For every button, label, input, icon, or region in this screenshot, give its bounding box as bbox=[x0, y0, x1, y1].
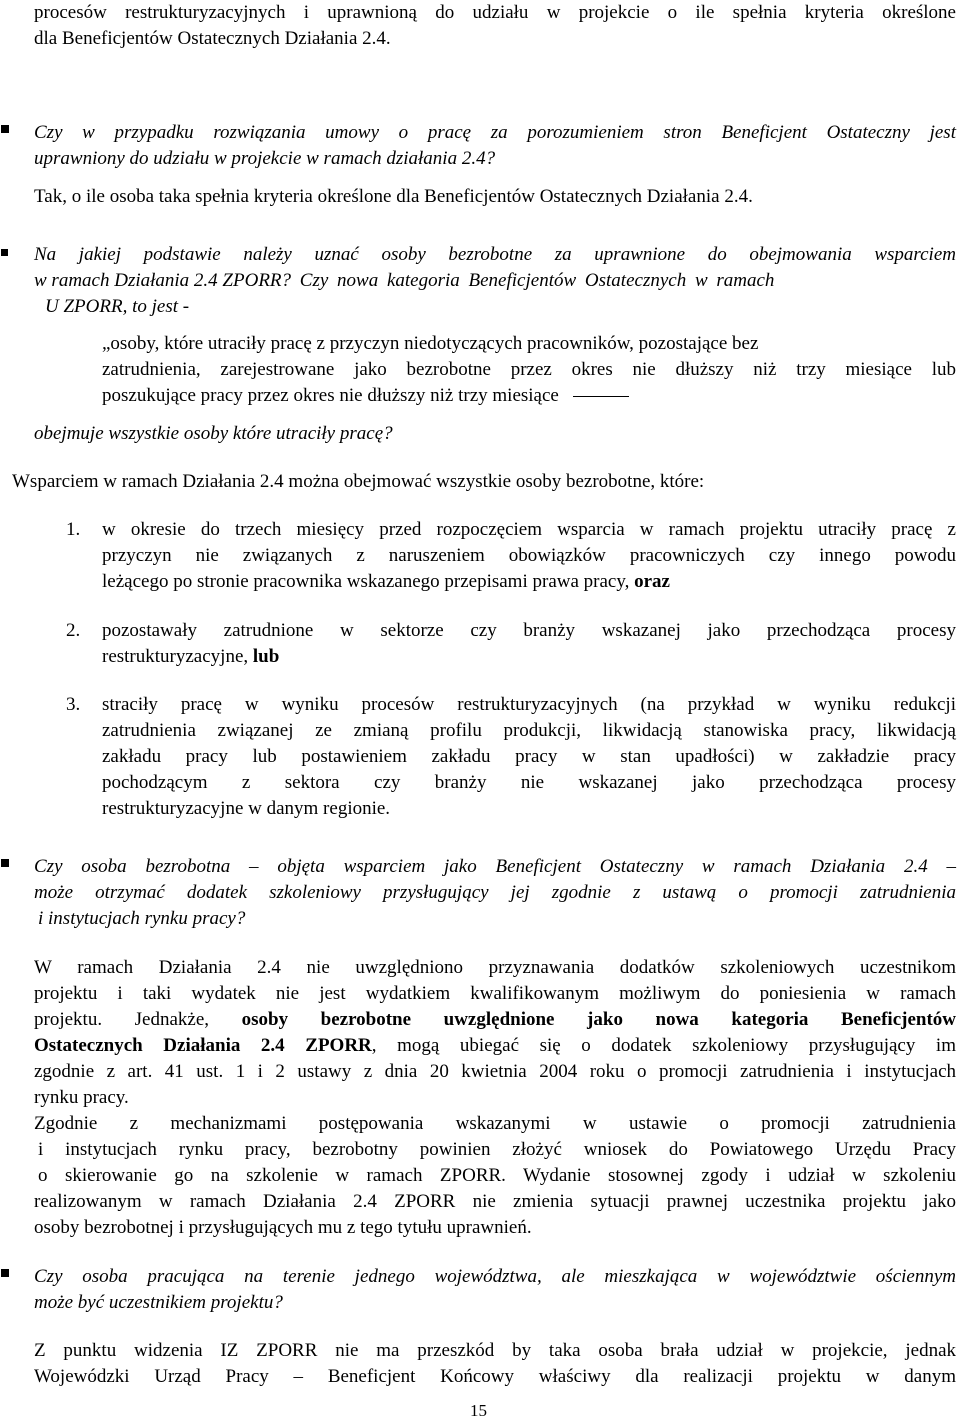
quote-text: „osoby, które utraciły pracę z przyczyn niedotyczących pracowników, pozostające bez bbox=[102, 333, 759, 354]
answer-text: W ramach Działania 2.4 nie uwzględniono przyznawania dodatków szkoleniowych uczestnikom bbox=[34, 957, 956, 978]
quote-text: poszukujące pracy przez okres nie dłuższy niż trzy miesiące bbox=[102, 383, 629, 409]
bullet-icon bbox=[1, 125, 9, 133]
dash bbox=[573, 396, 629, 398]
answer-text: Wojewódzki Urząd Pracy – Beneficjent Końcowy właściwy dla realizacji projektu w danym bbox=[34, 1366, 956, 1387]
answer-text: Tak, o ile osoba taka spełnia kryteria określone dla Beneficjentów Ostatecznych Działania 2.4. bbox=[34, 186, 753, 207]
page-number: 15 bbox=[470, 1401, 487, 1420]
question-text: Czy osoba bezrobotna – objęta wsparciem jako Beneficjent Ostateczny w ramach Działania 2.4 – bbox=[34, 856, 956, 877]
list-item: zakładu pracy lub postawieniem zakładu pracy w stan upadłości) w zakładzie pracy bbox=[102, 746, 956, 767]
question-text: w ramach Działania 2.4 ZPORR? Czy nowa kategoria Beneficjentów Ostatecznych w ramach bbox=[34, 270, 775, 291]
answer-text: o skierowanie go na szkolenie w ramach ZPORR. Wydanie stosownej zgody i udział w szkoleniu bbox=[38, 1165, 956, 1186]
text-line: procesów restrukturyzacyjnych i uprawnioną do udziału w projekcie o ile spełnia kryteria określone bbox=[34, 2, 956, 23]
text-line: dla Beneficjentów Ostatecznych Działania 2.4. bbox=[34, 28, 391, 49]
bullet-icon bbox=[1, 1269, 9, 1277]
list-number: 2. bbox=[66, 620, 81, 641]
list-item: w okresie do trzech miesięcy przed rozpoczęciem wsparcia w ramach projektu utraciły pracę z bbox=[102, 519, 956, 540]
list-item: pozostawały zatrudnione w sektorze czy branży wskazanej jako przechodząca procesy bbox=[102, 620, 956, 641]
question-text: obejmuje wszystkie osoby które utraciły pracę? bbox=[34, 423, 393, 444]
question-text: i instytucjach rynku pracy? bbox=[38, 908, 246, 929]
list-item: leżącego po stronie pracownika wskazanego przepisami prawa pracy, oraz bbox=[102, 571, 670, 592]
question-text: Czy w przypadku rozwiązania umowy o pracę za porozumieniem stron Beneficjent Ostateczny jest bbox=[34, 122, 956, 143]
bullet-icon bbox=[1, 249, 8, 256]
list-item: pochodzącym z sektora czy branży nie wskazanej jako przechodząca procesy bbox=[102, 772, 956, 793]
question-text: może być uczestnikiem projektu? bbox=[34, 1292, 283, 1313]
quote-text: zatrudnienia, zarejestrowane jako bezrobotne przez okres nie dłuższy niż trzy miesiące lub bbox=[102, 359, 956, 380]
answer-intro: Wsparciem w ramach Działania 2.4 można obejmować wszystkie osoby bezrobotne, które: bbox=[12, 471, 705, 492]
list-number: 3. bbox=[66, 694, 81, 715]
answer-text: Ostatecznych Działania 2.4 ZPORR, mogą ubiegać się o dodatek szkoleniowy przysługujący im bbox=[34, 1035, 956, 1056]
list-item: restrukturyzacyjne, lub bbox=[102, 646, 280, 667]
question-text: Na jakiej podstawie należy uznać osoby bezrobotne za uprawnione do obejmowania wsparciem bbox=[34, 244, 956, 265]
question-text: uprawniony do udziału w projekcie w ramach działania 2.4? bbox=[34, 148, 496, 169]
list-item: zatrudnienia związanej ze zmianą profilu produkcji, likwidacją stanowiska pracy, likwidacją bbox=[102, 720, 956, 741]
answer-text: rynku pracy. bbox=[34, 1087, 129, 1108]
answer-text: i instytucjach rynku pracy, bezrobotny powinien złożyć wniosek do Powiatowego Urzędu Pracy bbox=[38, 1139, 956, 1160]
question-text: może otrzymać dodatek szkoleniowy przysługujący jej zgodnie z ustawą o promocji zatrudnienia bbox=[34, 882, 956, 903]
bullet-icon bbox=[1, 859, 9, 867]
answer-text: projektu. Jednakże, osoby bezrobotne uwzględnione jako nowa kategoria Beneficjentów bbox=[34, 1009, 957, 1030]
list-item: przyczyn nie związanych z naruszeniem obowiązków pracowniczych czy innego powodu bbox=[102, 545, 956, 566]
answer-text: zgodnie z art. 41 ust. 1 i 2 ustawy z dnia 20 kwietnia 2004 roku o promocji zatrudnienia i instytucjach bbox=[34, 1061, 956, 1082]
answer-text: realizowanym w ramach Działania 2.4 ZPORR nie zmienia sytuacji prawnej uczestnika projektu jako bbox=[34, 1191, 956, 1212]
answer-text: projektu i taki wydatek nie jest wydatkiem kwalifikowanym możliwym do poniesienia w ramach bbox=[34, 983, 956, 1004]
list-item: restrukturyzacyjne w danym regionie. bbox=[102, 798, 391, 819]
answer-text: Zgodnie z mechanizmami postępowania wskazanymi w ustawie o promocji zatrudnienia bbox=[34, 1113, 956, 1134]
question-text: U ZPORR, to jest - bbox=[45, 296, 190, 317]
answer-text: osoby bezrobotnej i przysługujących mu z tego tytułu uprawnień. bbox=[34, 1217, 532, 1238]
question-text: Czy osoba pracująca na terenie jednego województwa, ale mieszkająca w województwie ościennym bbox=[34, 1266, 956, 1287]
list-item: straciły pracę w wyniku procesów restrukturyzacyjnych (na przykład w wyniku redukcji bbox=[102, 694, 956, 715]
answer-text: Z punktu widzenia IZ ZPORR nie ma przeszkód by taka osoba brała udział w projekcie, jednak bbox=[34, 1340, 956, 1361]
list-number: 1. bbox=[66, 519, 81, 540]
